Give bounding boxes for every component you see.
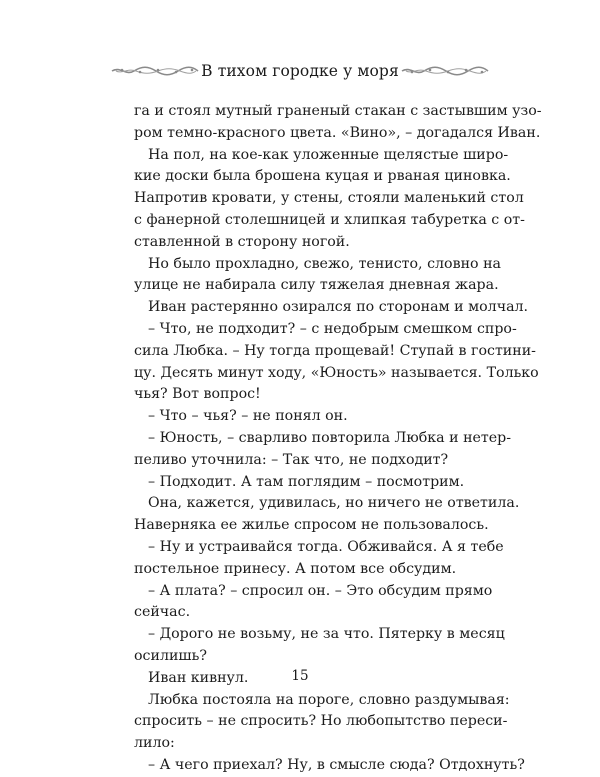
text-line: постельное принесу. А потом все обсудим. bbox=[134, 560, 457, 577]
text-line: ставленной в сторону ногой. bbox=[134, 233, 350, 250]
running-title: В тихом городке у моря bbox=[201, 62, 399, 80]
text-line: спросить – не спросить? Но любопытство переси- bbox=[134, 713, 508, 730]
text-line: – Ну и устраивайся тогда. Обживайся. А я тебе bbox=[148, 538, 504, 555]
text-line: цу. Десять минут ходу, «Юность» называется. Только bbox=[134, 364, 539, 381]
running-head bbox=[110, 60, 490, 82]
text-line: лило: bbox=[134, 735, 175, 752]
text-line: пеливо уточнила: – Так что, не подходит? bbox=[134, 451, 449, 468]
text-line: Она, кажется, удивилась, но ничего не ответила. bbox=[148, 495, 520, 512]
text-line: На пол, на кое-как уложенные щелястые широ- bbox=[148, 146, 509, 163]
text-line: кие доски была брошена куцая и рваная циновка. bbox=[134, 168, 511, 185]
text-line: – А чего приехал? Ну, в смысле сюда? Отдохнуть? bbox=[148, 756, 525, 773]
text-line: чья? Вот вопрос! bbox=[134, 386, 261, 403]
text-line: Любка постояла на пороге, словно раздумывая: bbox=[148, 691, 510, 708]
text-line: улице не набирала силу тяжелая дневная жара. bbox=[134, 277, 499, 294]
text-line: Напротив кровати, у стены, стояли маленький стол bbox=[134, 190, 524, 207]
text-line: – А плата? – спросил он. – Это обсудим прямо bbox=[148, 582, 493, 599]
text-line: Наверняка ее жилье спросом не пользовалось. bbox=[134, 517, 489, 534]
text-line: сейчас. bbox=[134, 604, 191, 621]
text-line: – Подходит. А там поглядим – посмотрим. bbox=[148, 473, 465, 490]
text-line: осилишь? bbox=[134, 647, 207, 664]
text-line: Иван кивнул. bbox=[148, 669, 249, 686]
text-line: – Что – чья? – не понял он. bbox=[148, 408, 348, 425]
floral-ornament-left-icon bbox=[110, 65, 200, 77]
text-line: га и стоял мутный граненый стакан с застывшим узо- bbox=[134, 103, 542, 119]
text-line: с фанерной столешницей и хлипкая табуретка с от- bbox=[134, 211, 525, 228]
text-line: сила Любка. – Ну тогда прощевай! Ступай в гостини- bbox=[134, 342, 536, 359]
floral-ornament-right-icon bbox=[400, 65, 490, 77]
text-line: Но было прохладно, свежо, тенисто, словно на bbox=[148, 255, 501, 272]
text-line: ром темно-красного цвета. «Вино», – догадался Иван. bbox=[134, 124, 541, 141]
text-line: Иван растерянно озирался по сторонам и молчал. bbox=[148, 299, 529, 316]
page-number: 15 bbox=[291, 668, 309, 684]
text-line: – Юность, – сварливо повторила Любка и нетер- bbox=[148, 429, 512, 446]
text-line: – Дорого не возьму, не за что. Пятерку в месяц bbox=[148, 626, 505, 643]
text-line: – Что, не подходит? – с недобрым смешком спро- bbox=[148, 320, 517, 337]
